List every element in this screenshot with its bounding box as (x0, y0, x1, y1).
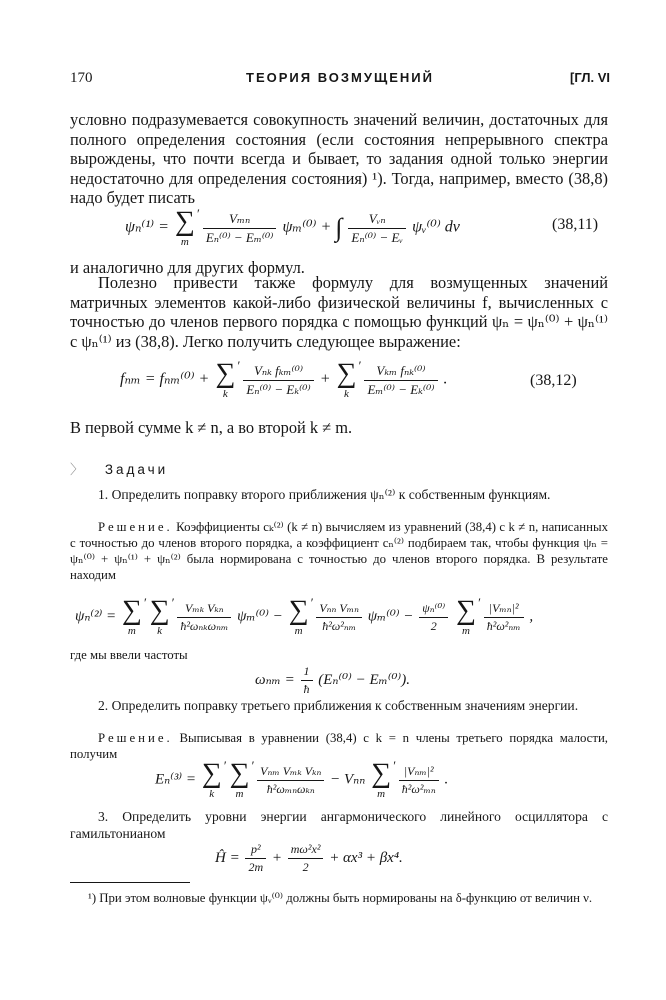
sum-symbol: ∑ ′ m (371, 758, 397, 800)
problem-2: 2. Определить поправку третьего приближения к собственным значениям энергии. (98, 698, 579, 713)
fraction: $\frac{\text{Vₙₘ Vₘₖ Vₖₙ}}{\text{ħ²ωₘₙωₖₙ}}$ (257, 764, 324, 797)
solution-label: Решение. (98, 520, 173, 534)
problems-heading (70, 458, 608, 478)
fraction: $\frac{\text{Vᵥₙ}}{\text{Eₙ⁽⁰⁾ − Eᵥ}}$ (348, 211, 406, 246)
problem-3: 3. Определить уровни энергии ангармонического линейного осциллятора с гамильтонианом (70, 809, 608, 841)
sum-symbol: ∑ ′ k (149, 595, 175, 637)
footnote-rule (70, 882, 190, 883)
running-header (70, 70, 610, 90)
margin-mark: 〉 (70, 462, 84, 477)
section-heading: Задачи (104, 462, 169, 477)
fraction: $\frac{\text{|Vₘₙ|²}}{\text{ħ²ω²ₙₘ}}$ (484, 601, 524, 634)
sum-symbol: ∑ ′ m (174, 206, 200, 248)
equation-number: (38,11) (552, 216, 599, 233)
solution-1 (70, 519, 608, 583)
fraction: $\frac{\text{p²}}{2m}$ (245, 842, 266, 875)
integral-sign: ∫ (335, 213, 343, 242)
equation-psi2: ψₙ⁽²⁾ = ∑ ′ m ∑ ′ k $\frac{\text{Vₘₖ Vₖₙ}}{\text{ħ²ωₙₖωₙₘ}}$ ψₘ⁽⁰⁾ − ∑ ′ m $\frac{\text{Vₙₙ Vₘₙ}}{\text{ħ²ω²ₙₘ}}$ ψₘ⁽⁰⁾ − $\frac{\text{ψₙ⁽⁰⁾}}{2}$ ∑ ′ m $\frac{\text{|Vₘₙ|²}}{\text{ħ²ω²ₙₘ}}$ , (75, 595, 534, 637)
fraction: $\frac{\text{Vₘₖ Vₖₙ}}{\text{ħ²ωₙₖωₙₘ}}$ (177, 601, 231, 634)
chapter-marker: [ГЛ. VI (569, 70, 610, 85)
equation-E3: Eₙ⁽³⁾ = ∑ ′ k ∑ ′ m $\frac{\text{Vₙₘ Vₘₖ Vₖₙ}}{\text{ħ²ωₘₙωₖₙ}}$ − Vₙₙ ∑ ′ m $\frac{\text{|Vₙₘ|²}}{\text{ħ²ω²ₘₙ}}$ . (155, 758, 449, 800)
solution-label: Решение. (98, 731, 173, 745)
equation-number: (38,12) (530, 372, 577, 389)
sum-symbol: ∑ ′ m (288, 595, 314, 637)
fraction: $\frac{\text{Vₖₘ fₙₖ⁽⁰⁾}}{\text{Eₘ⁽⁰⁾ − Eₖ⁽⁰⁾}}$ (364, 363, 437, 398)
running-title: ТЕОРИЯ ВОЗМУЩЕНИЙ (246, 70, 434, 85)
paragraph-4: В первой сумме k ≠ n, а во второй k ≠ m. (70, 418, 353, 437)
solution-1-tail: где мы ввели частоты (70, 648, 188, 662)
sum-symbol: ∑ ′ m (229, 758, 255, 800)
equation-omega: ωₙₘ = $\frac{1}{ħ}$ (Eₙ⁽⁰⁾ − Eₘ⁽⁰⁾). (255, 664, 410, 696)
equation-38-11 (125, 208, 460, 248)
problem-1: 1. Определить поправку второго приближения ψₙ⁽²⁾ к собственным функциям. (98, 487, 551, 502)
paragraph-3: Полезно привести также формулу для возмущенных значений матричных элементов какой-либо физической величины f, вычисленных с точностью до членов первого порядка с помощью функций ψₙ = ψₙ⁽⁰⁾ + ψₙ⁽¹⁾ с ψₙ⁽¹⁾ из (38,8). Легко получить следующее выражение: (70, 273, 608, 351)
equation-hamiltonian: Ĥ = $\frac{\text{p²}}{2m}$ + $\frac{\text{mω²x²}}{2}$ + αx³ + βx⁴. (215, 842, 403, 874)
eq2-lhs: fₙₘ = fₙₘ⁽⁰⁾ + (120, 370, 210, 388)
paragraph-1: условно подразумевается совокупность значений величин, достаточных для полного определения состояния (если состояния непрерывного спектра вырождены, что почти всегда и бывает, то задания одной только энергии недостаточно для определения состояния) ¹). Тогда, например, вместо (38,8) надо будет писать (70, 110, 608, 207)
equation-38-12: fₙₘ = fₙₘ⁽⁰⁾ + ∑ ′ k $\frac{\text{Vₙₖ fₖₘ⁽⁰⁾}}{\text{Eₙ⁽⁰⁾ − Eₖ⁽⁰⁾}}$ + ∑ ′ k $\frac{\text{Vₖₘ fₙₖ⁽⁰⁾}}{\text{Eₘ⁽⁰⁾ − Eₖ⁽⁰⁾}}$ . (120, 358, 448, 400)
sum-symbol: ∑ ′ k (215, 358, 241, 400)
eq1-psi-term: ψₘ⁽⁰⁾ + (282, 218, 332, 236)
eq1-lhs: ψₙ⁽¹⁾ = (125, 218, 169, 236)
fraction: $\frac{\text{Vₙₙ Vₘₙ}}{\text{ħ²ω²ₙₘ}}$ (316, 601, 362, 634)
sum-symbol: ∑ ′ m (456, 595, 481, 637)
fraction: $\frac{\text{|Vₙₘ|²}}{\text{ħ²ω²ₘₙ}}$ (399, 764, 439, 797)
solution-text: Выписывая в уравнении (38,4) с k = n члены третьего порядка малости, получим (70, 731, 609, 761)
paragraph-2: и аналогично для других формул. (70, 258, 305, 277)
footnote: ¹) При этом волновые функции ψᵥ⁽⁰⁾ должны быть нормированы на δ-функцию от величин ν. (88, 891, 593, 905)
fraction: $\frac{\text{ψₙ⁽⁰⁾}}{2}$ (419, 601, 448, 634)
eq1-tail: ψᵥ⁽⁰⁾ dν (412, 218, 460, 236)
sum-symbol: ∑ ′ m (121, 595, 147, 637)
fraction: $\frac{1}{ħ}$ (301, 664, 313, 697)
sum-symbol: ∑ ′ k (336, 358, 362, 400)
fraction: $\frac{\text{Vₘₙ}}{\text{Eₙ⁽⁰⁾ − Eₘ⁽⁰⁾}}$ (203, 211, 277, 246)
fraction: $\frac{\text{mω²x²}}{2}$ (288, 842, 324, 875)
solution-2 (70, 730, 608, 762)
solution-text: Коэффициенты cₖ⁽²⁾ (k ≠ n) вычисляем из уравнений (38,4) с k ≠ n, написанных с точностью до членов второго порядка, а коэффициент cₙ⁽²⁾ подбираем так, чтобы функция ψₙ = ψₙ⁽⁰⁾ + ψₙ⁽¹⁾ + ψₙ⁽²⁾ была нормирована с точностью до членов второго порядка. В результате находим (70, 520, 609, 582)
page-number: 170 (70, 70, 93, 86)
fraction: $\frac{\text{Vₙₖ fₖₘ⁽⁰⁾}}{\text{Eₙ⁽⁰⁾ − Eₖ⁽⁰⁾}}$ (243, 363, 313, 398)
sum-symbol: ∑ ′ k (201, 758, 227, 800)
